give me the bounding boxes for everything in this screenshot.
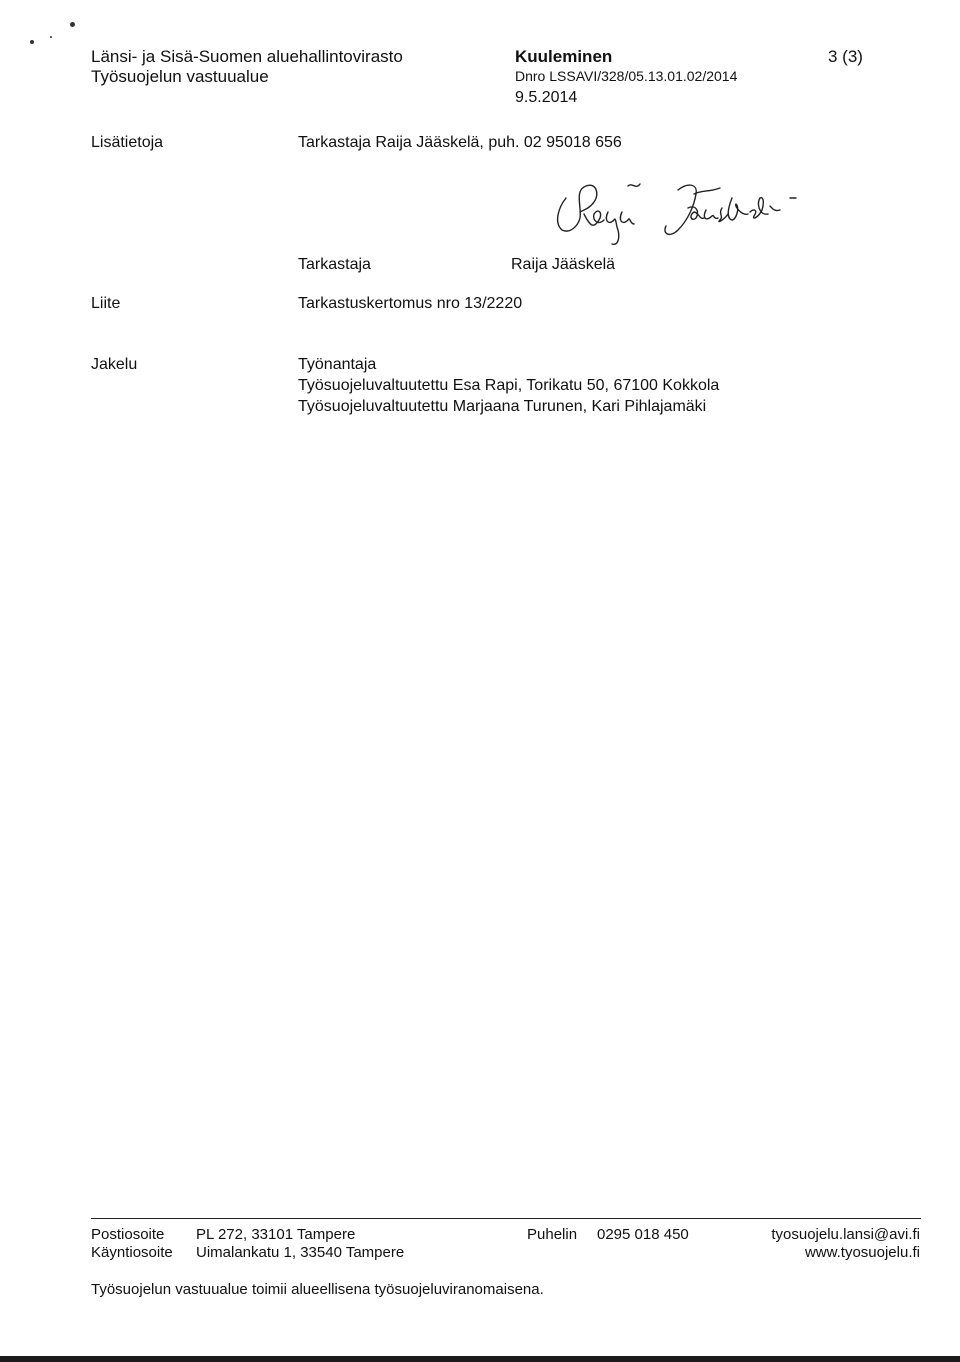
signer-role: Tarkastaja: [298, 256, 371, 273]
scan-speck: [50, 36, 52, 38]
scan-edge: [0, 1356, 960, 1362]
postal-address: PL 272, 33101 Tampere: [196, 1226, 356, 1243]
website-link[interactable]: www.tyosuojelu.fi: [804, 1244, 920, 1261]
phone-number: 0295 018 450: [597, 1226, 689, 1243]
scan-speck: [70, 22, 75, 27]
attachment-text: Tarkastuskertomus nro 13/2220: [298, 295, 523, 312]
page-number: 3 (3): [828, 47, 863, 66]
attachment-label: Liite: [91, 295, 121, 312]
info-label: Lisätietoja: [91, 134, 164, 151]
reference-number: Dnro LSSAVI/328/05.13.01.02/2014: [515, 68, 738, 84]
distribution-item: Työsuojeluvaltuutettu Esa Rapi, Torikatu 50, 67100 Kokkola: [298, 377, 720, 394]
handwritten-signature: [538, 168, 828, 248]
distribution-item: Työsuojeluvaltuutettu Marjaana Turunen, Kari Pihlajamäki: [298, 398, 707, 415]
visit-label: Käyntiosoite: [91, 1244, 173, 1261]
footer-note: Työsuojelun vastuualue toimii alueellisena työsuojeluviranomaisena.: [91, 1281, 544, 1298]
document-title: Kuuleminen: [515, 47, 613, 66]
scan-speck: [30, 40, 34, 44]
visit-address: Uimalankatu 1, 33540 Tampere: [196, 1244, 405, 1261]
footer-divider: [91, 1218, 921, 1219]
phone-label: Puhelin: [527, 1226, 578, 1243]
info-text: Tarkastaja Raija Jääskelä, puh. 02 95018 656: [298, 134, 622, 151]
postal-label: Postiosoite: [91, 1226, 165, 1243]
org-name: Länsi- ja Sisä-Suomen aluehallintovirasto: [91, 47, 403, 66]
org-unit: Työsuojelun vastuualue: [91, 67, 269, 86]
distribution-item: Työnantaja: [298, 356, 377, 373]
signer-name: Raija Jääskelä: [511, 256, 616, 273]
distribution-label: Jakelu: [91, 356, 138, 373]
email-link[interactable]: tyosuojelu.lansi@avi.fi: [771, 1226, 920, 1243]
document-date: 9.5.2014: [515, 89, 578, 106]
